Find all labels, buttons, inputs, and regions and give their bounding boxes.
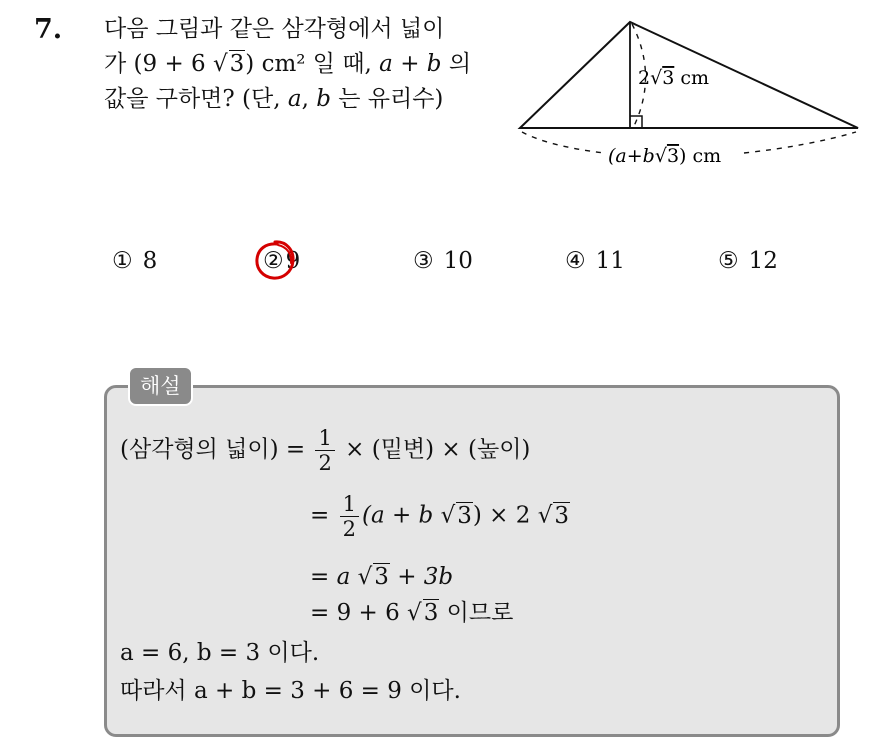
choice-2-mark: ② — [263, 248, 284, 274]
question-text — [104, 12, 504, 117]
solution-line-4-end: 이므로 — [439, 600, 514, 626]
fraction-denominator-2: 2 — [342, 517, 356, 541]
base-label-radicand: 3 — [666, 145, 680, 167]
solution-line-2-radicand-2: 3 — [554, 502, 569, 529]
height-label-coef: 2√ — [638, 67, 663, 89]
solution-line-4 — [310, 598, 513, 628]
solution-line-2 — [310, 492, 570, 541]
solution-line-5-text: a = 6, b = 3 이다. — [120, 640, 320, 666]
question-line-2 — [104, 47, 504, 82]
choice-5[interactable] — [718, 248, 778, 274]
height-label-unit: cm — [674, 67, 709, 89]
solution-line-5 — [120, 638, 319, 668]
solution-line-3-end: + 3b — [389, 564, 454, 590]
solution-line-1 — [120, 426, 530, 475]
base-label-unit: ) cm — [679, 145, 722, 167]
solution-line-3 — [310, 562, 453, 592]
question-line-3-var-b: b — [316, 86, 331, 112]
question-line-1 — [104, 12, 504, 47]
solution-line-3-radicand: 3 — [374, 564, 389, 590]
question-line-3-part-a: 값을 구하면? (단, — [104, 86, 288, 112]
choice-4-mark: ④ — [565, 248, 586, 274]
choice-4[interactable] — [565, 248, 625, 274]
fraction-half-2 — [340, 492, 359, 541]
choice-3[interactable] — [413, 248, 473, 274]
solution-line-3-start: = a √ — [310, 564, 373, 590]
base-brace-left — [522, 132, 604, 153]
question-line-3-var-a: a — [287, 86, 302, 112]
question-line-2-part-a: 가 (9 + 6 √ — [104, 51, 228, 77]
base-label — [608, 145, 721, 167]
solution-line-4-radicand: 3 — [423, 600, 439, 626]
choices-row — [0, 244, 884, 284]
height-label-radicand: 3 — [662, 67, 675, 89]
choice-5-mark: ⑤ — [718, 248, 739, 274]
choice-1-mark: ① — [112, 248, 133, 274]
solution-tag: 해설 — [128, 366, 193, 406]
solution-line-6 — [120, 676, 461, 706]
fraction-half — [315, 426, 334, 475]
question-line-2-expression: a + b — [379, 51, 442, 77]
choice-4-value: 11 — [595, 248, 625, 274]
choice-3-mark: ③ — [413, 248, 434, 274]
question-line-1-text: 다음 그림과 같은 삼각형에서 넓이 — [104, 16, 445, 42]
fraction-denominator: 2 — [318, 451, 332, 475]
choice-5-value: 12 — [748, 248, 778, 274]
choice-1[interactable] — [112, 248, 157, 274]
question-line-3 — [104, 82, 504, 117]
base-brace-right — [744, 132, 856, 153]
question-line-3-part-e: 는 유리수) — [330, 86, 444, 112]
choice-3-value: 10 — [443, 248, 473, 274]
solution-line-2-expr: (a + b √ — [361, 502, 456, 529]
choice-2-value: 9 — [285, 248, 301, 274]
solution-line-2-times: ) × 2 √ — [472, 502, 553, 529]
question-line-2-part-c: ) cm² 일 때, — [245, 51, 380, 77]
height-label — [638, 67, 709, 89]
fraction-numerator-2: 1 — [340, 492, 359, 517]
choice-1-value: 8 — [142, 248, 158, 274]
answer-circle-mark — [253, 238, 297, 282]
question-line-2-radicand: 3 — [229, 51, 245, 77]
solution-line-1-end: × (밑변) × (높이) — [345, 436, 531, 463]
solution-line-2-eq: = — [310, 502, 330, 529]
solution-line-6-text: 따라서 a + b = 3 + 6 = 9 이다. — [120, 678, 461, 704]
triangle-figure — [508, 12, 868, 172]
base-label-start: (a+b√ — [608, 145, 667, 167]
solution-line-1-start: (삼각형의 넓이) = — [120, 436, 306, 463]
solution-line-2-radicand: 3 — [457, 502, 472, 529]
question-line-3-comma: , — [301, 86, 317, 112]
solution-line-4-start: = 9 + 6 √ — [310, 600, 422, 626]
fraction-numerator: 1 — [315, 426, 334, 451]
question-number: 7. — [34, 14, 63, 45]
question-line-2-part-e: 의 — [441, 51, 472, 77]
